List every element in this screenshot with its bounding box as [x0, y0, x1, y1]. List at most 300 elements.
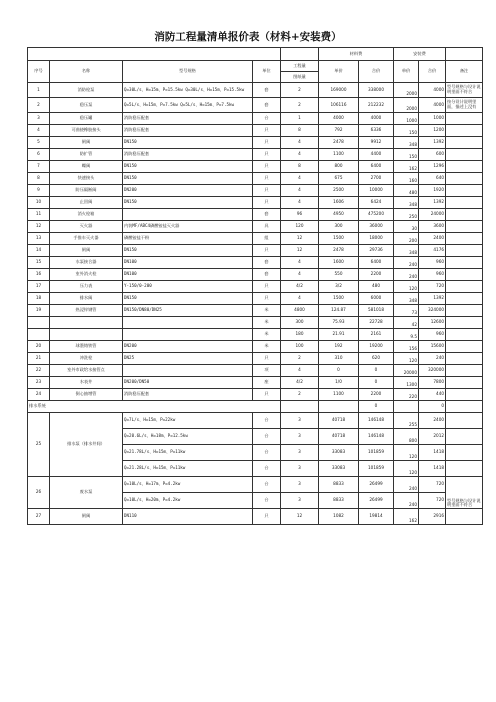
row-spec: DN150	[123, 137, 253, 149]
row-install-price: 160	[394, 173, 419, 185]
row-install-price: 120	[394, 461, 419, 477]
row-install-price: 200	[394, 233, 419, 245]
row-install-total: 720	[419, 477, 446, 493]
section-blank	[281, 401, 319, 413]
row-seq: 13	[28, 233, 50, 245]
row-unit: 台	[253, 113, 281, 125]
row-seq: 6	[28, 149, 50, 161]
row-material-total: 212232	[359, 98, 394, 113]
row-material-total: 0	[359, 377, 394, 389]
table-row	[28, 389, 483, 401]
row-spec: 消防稳压配套	[123, 389, 253, 401]
row-seq: 14	[28, 245, 50, 257]
row-material-total: 6400	[359, 161, 394, 173]
row-install-total: 12600	[419, 317, 446, 329]
row-material-price: 33083	[319, 461, 359, 477]
row-material-total: 146148	[359, 429, 394, 445]
row-unit: 只	[253, 137, 281, 149]
row-spec: 磷酸铵盐干粉	[123, 233, 253, 245]
row-material-total: 475200	[359, 209, 394, 221]
row-unit: 只	[253, 245, 281, 257]
row-unit: 台	[253, 413, 281, 429]
row-unit: 具	[253, 221, 281, 233]
row-spec: Q=7L/s、H=15m、P=22kw	[123, 413, 253, 429]
row-spec: 消防稳压配套	[123, 113, 253, 125]
section-blank	[319, 401, 359, 413]
row-remark	[446, 137, 483, 149]
row-unit: 只	[253, 149, 281, 161]
row-install-price: 348	[394, 137, 419, 149]
row-remark	[446, 233, 483, 245]
row-unit: 项	[253, 365, 281, 377]
section-total: 0	[359, 401, 394, 413]
row-install-total: 324000	[419, 305, 446, 317]
row-spec	[123, 365, 253, 377]
row-seq: 21	[28, 353, 50, 365]
row-name: 手推车灭火器	[50, 233, 123, 245]
row-install-total: 1920	[419, 185, 446, 197]
row-remark	[446, 445, 483, 461]
row-spec: DN100	[123, 257, 253, 269]
row-material-price: 2500	[319, 185, 359, 197]
row-install-price: 1000	[394, 113, 419, 125]
row-qty: 2	[281, 353, 319, 365]
row-install-price: 1300	[394, 377, 419, 389]
row-remark	[446, 341, 483, 353]
row-material-price: 40718	[319, 429, 359, 445]
row-qty: 3	[281, 413, 319, 429]
row-name: 热浸锌钢管	[50, 305, 123, 317]
header-material: 材料费	[319, 48, 394, 61]
row-material-price: 75.93	[319, 317, 359, 329]
row-install-total: 960	[419, 329, 446, 341]
row-name: 闸阀	[50, 137, 123, 149]
row-install-price: 20000	[394, 365, 419, 377]
row-material-total: 338000	[359, 83, 394, 98]
row-material-price: 21.91	[319, 329, 359, 341]
row-spec: DN100	[123, 269, 253, 281]
table-row	[28, 293, 483, 305]
row-unit: 套	[253, 209, 281, 221]
row-material-total: 4400	[359, 149, 394, 161]
row-material-price: 800	[319, 161, 359, 173]
row-install-total: 2400	[419, 413, 446, 429]
table-row	[28, 341, 483, 353]
row-install-total: 720	[419, 281, 446, 293]
row-unit: 台	[253, 461, 281, 477]
row-seq: 26	[28, 477, 50, 509]
header-install-total: 合价	[419, 61, 446, 83]
row-remark	[446, 293, 483, 305]
row-seq: 18	[28, 293, 50, 305]
row-seq: 17	[28, 281, 50, 293]
row-name: 球墨铸铁管	[50, 341, 123, 353]
row-name	[50, 329, 123, 341]
row-material-total: 2200	[359, 389, 394, 401]
row-remark	[446, 185, 483, 197]
row-qty: 4	[281, 257, 319, 269]
row-material-price: 1082	[319, 509, 359, 525]
section-row	[28, 401, 483, 413]
row-name: 废水泵	[50, 477, 123, 509]
row-material-price: 33083	[319, 445, 359, 461]
row-name: 防压隔断阀	[50, 185, 123, 197]
row-material-total: 19814	[359, 509, 394, 525]
row-seq: 15	[28, 257, 50, 269]
table-row	[28, 209, 483, 221]
row-seq: 22	[28, 365, 50, 377]
row-install-price: 120	[394, 353, 419, 365]
row-remark: 按分设计说明里面，描述上没有	[446, 98, 483, 113]
row-qty: 100	[281, 341, 319, 353]
row-install-total: 1392	[419, 197, 446, 209]
table-row	[28, 509, 483, 525]
row-name: 闸阀	[50, 245, 123, 257]
row-material-total: 620	[359, 353, 394, 365]
row-seq: 27	[28, 509, 50, 525]
row-spec: DN200	[123, 185, 253, 197]
row-seq: 25	[28, 413, 50, 477]
row-install-total: 440	[419, 389, 446, 401]
row-remark: 型号规格与设计说明里面不符合	[446, 83, 483, 98]
row-unit: 只	[253, 185, 281, 197]
row-material-total: 146148	[359, 413, 394, 429]
table-row	[28, 377, 483, 389]
row-name: 闸阀	[50, 509, 123, 525]
row-qty: 3	[281, 429, 319, 445]
row-material-price: 1100	[319, 389, 359, 401]
row-material-total: 36000	[359, 221, 394, 233]
table-row	[28, 305, 483, 317]
header-unit: 单位	[253, 61, 281, 83]
row-install-total: 1296	[419, 161, 446, 173]
row-seq: 2	[28, 98, 50, 113]
row-material-price: 1500	[319, 233, 359, 245]
row-name: 压力表	[50, 281, 123, 293]
row-install-price: 800	[394, 429, 419, 445]
row-unit: 台	[253, 429, 281, 445]
row-remark	[446, 257, 483, 269]
row-install-total: 7800	[419, 377, 446, 389]
row-material-price: 792	[319, 125, 359, 137]
header-material-total: 合价	[359, 61, 394, 83]
row-qty: 4	[281, 149, 319, 161]
row-name: 稳压泵	[50, 98, 123, 113]
row-seq: 5	[28, 137, 50, 149]
row-seq: 23	[28, 377, 50, 389]
row-material-total: 9912	[359, 137, 394, 149]
row-seq: 16	[28, 269, 50, 281]
row-qty: 4	[281, 365, 319, 377]
row-install-total: 1418	[419, 445, 446, 461]
row-qty: 4	[281, 293, 319, 305]
row-qty: 180	[281, 329, 319, 341]
row-remark	[446, 317, 483, 329]
header-remark: 备注	[446, 61, 483, 83]
row-material-price: 1500	[319, 293, 359, 305]
row-unit: 套	[253, 257, 281, 269]
row-install-price: 120	[394, 281, 419, 293]
row-unit: 米	[253, 341, 281, 353]
row-material-price: 169000	[319, 83, 359, 98]
row-material-price: 310	[319, 353, 359, 365]
row-qty: 4/2	[281, 377, 319, 389]
row-spec: DN150	[123, 293, 253, 305]
row-install-total: 1392	[419, 137, 446, 149]
row-remark	[446, 221, 483, 233]
row-material-price: 675	[319, 173, 359, 185]
row-material-price: 106116	[319, 98, 359, 113]
row-install-price: 2000	[394, 83, 419, 98]
row-material-price: 124.87	[319, 305, 359, 317]
table-row	[28, 477, 483, 493]
row-name: 排水泵（排水井间）	[50, 413, 123, 477]
row-seq: 20	[28, 341, 50, 353]
row-qty: 1	[281, 113, 319, 125]
row-install-price: 348	[394, 245, 419, 257]
row-seq: 8	[28, 173, 50, 185]
row-install-price: 240	[394, 493, 419, 509]
row-install-price: 250	[394, 209, 419, 221]
row-name: 消火栓箱	[50, 209, 123, 221]
row-remark	[446, 197, 483, 209]
row-install-price: 480	[394, 185, 419, 197]
table-row	[28, 245, 483, 257]
row-name: 排水阀	[50, 293, 123, 305]
row-material-price: 4000	[319, 113, 359, 125]
row-qty: 96	[281, 209, 319, 221]
row-name: 消防栓泵	[50, 83, 123, 98]
row-spec: DN150	[123, 173, 253, 185]
row-material-total: 22728	[359, 317, 394, 329]
row-unit: 台	[253, 477, 281, 493]
row-remark	[446, 461, 483, 477]
row-install-price: 348	[394, 197, 419, 209]
table-row	[28, 83, 483, 98]
row-qty: 4	[281, 173, 319, 185]
row-unit: 组	[253, 233, 281, 245]
row-material-price: 2478	[319, 137, 359, 149]
row-unit: 只	[253, 509, 281, 525]
table-row	[28, 257, 483, 269]
row-material-price: 1100	[319, 149, 359, 161]
row-material-price: 40718	[319, 413, 359, 429]
header-spec: 型号规格	[123, 61, 253, 83]
header-install-price: 单价	[394, 61, 419, 83]
row-qty: 3	[281, 461, 319, 477]
row-spec: DN25	[123, 353, 253, 365]
row-install-price: 150	[394, 149, 419, 161]
row-material-price: 0	[319, 365, 359, 377]
header-material-price: 单价	[319, 61, 359, 83]
row-seq	[28, 317, 50, 329]
header-blank-qty	[281, 48, 319, 61]
row-spec: 消防稳压配套	[123, 149, 253, 161]
row-install-total: 3600	[419, 221, 446, 233]
row-spec: Q=20.6L/s、H=18m、P=12.5kw	[123, 429, 253, 445]
row-unit: 只	[253, 281, 281, 293]
row-qty: 3	[281, 445, 319, 461]
row-install-total: 2400	[419, 233, 446, 245]
row-install-total: 2012	[419, 429, 446, 445]
table-row	[28, 353, 483, 365]
table-row	[28, 98, 483, 113]
row-install-price: 120	[394, 445, 419, 461]
row-install-price: 73	[394, 305, 419, 317]
row-install-total: 2916	[419, 509, 446, 525]
row-remark	[446, 429, 483, 445]
header-qty-sub: 图纸量	[281, 72, 319, 83]
row-qty: 2	[281, 98, 319, 113]
row-qty: 4/2	[281, 281, 319, 293]
table-row	[28, 413, 483, 429]
row-unit: 只	[253, 173, 281, 185]
header-install: 安装费	[394, 48, 446, 61]
row-spec: Q=10L/s、H=20m、P=4.2kw	[123, 493, 253, 509]
table-row	[28, 197, 483, 209]
row-material-total: 2700	[359, 173, 394, 185]
row-unit: 米	[253, 305, 281, 317]
row-material-total: 26499	[359, 477, 394, 493]
row-install-total: 4000	[419, 98, 446, 113]
quotation-table	[27, 47, 483, 525]
row-unit: 台	[253, 493, 281, 509]
row-install-total: 960	[419, 257, 446, 269]
header-blank	[28, 48, 281, 61]
row-install-total: 1200	[419, 125, 446, 137]
row-qty: 4800	[281, 305, 319, 317]
row-name: 灭火器	[50, 221, 123, 233]
table-row	[28, 233, 483, 245]
row-install-price: 162	[394, 161, 419, 173]
row-seq: 12	[28, 221, 50, 233]
row-spec: Q=5L/s、H=15m、P=7.5kw Q=5L/s、H=15m、P=7.5kw	[123, 98, 253, 113]
row-spec: DN150	[123, 245, 253, 257]
table-row	[28, 281, 483, 293]
row-qty: 4	[281, 137, 319, 149]
row-material-total: 26499	[359, 493, 394, 509]
table-row	[28, 221, 483, 233]
row-unit: 只	[253, 197, 281, 209]
row-unit: 只	[253, 293, 281, 305]
table-row	[28, 329, 483, 341]
row-remark	[446, 173, 483, 185]
row-material-price: 8833	[319, 493, 359, 509]
table-row	[28, 173, 483, 185]
row-material-total: 480	[359, 281, 394, 293]
row-material-price: 4950	[319, 209, 359, 221]
row-seq: 3	[28, 113, 50, 125]
row-seq: 10	[28, 197, 50, 209]
row-qty: 12	[281, 233, 319, 245]
row-remark	[446, 125, 483, 137]
row-material-total: 4000	[359, 113, 394, 125]
row-material-total: 10000	[359, 185, 394, 197]
row-spec	[123, 209, 253, 221]
row-qty: 12	[281, 509, 319, 525]
row-spec: Y-150/0-200	[123, 281, 253, 293]
row-material-price: 3/2	[319, 281, 359, 293]
row-remark	[446, 209, 483, 221]
row-remark	[446, 113, 483, 125]
row-spec: DN150	[123, 161, 253, 173]
row-remark	[446, 149, 483, 161]
row-qty: 4	[281, 197, 319, 209]
row-install-price: 156	[394, 341, 419, 353]
row-remark	[446, 269, 483, 281]
row-material-total: 19200	[359, 341, 394, 353]
row-name: 快速接头	[50, 173, 123, 185]
row-remark: 型号规格与设计说明里面不符合	[446, 477, 483, 509]
row-material-total: 6336	[359, 125, 394, 137]
row-spec: Q=21.28L/s、H=15m、P=11kw	[123, 461, 253, 477]
section-blank	[446, 401, 483, 413]
row-name: 室外消火栓	[50, 269, 123, 281]
row-material-price: 8833	[319, 477, 359, 493]
table-row	[28, 185, 483, 197]
table-row	[28, 317, 483, 329]
row-material-total: 29736	[359, 245, 394, 257]
row-install-total: 720	[419, 493, 446, 509]
row-name	[50, 317, 123, 329]
section-label: 排水系统	[28, 401, 281, 413]
row-seq: 9	[28, 185, 50, 197]
row-remark	[446, 305, 483, 317]
row-material-price: 2478	[319, 245, 359, 257]
row-spec: DN200/DN50	[123, 377, 253, 389]
row-remark	[446, 377, 483, 389]
row-install-price: 240	[394, 257, 419, 269]
section-install-total: 0	[419, 401, 446, 413]
row-spec: 消防稳压配套	[123, 125, 253, 137]
table-row	[28, 269, 483, 281]
row-qty: 300	[281, 317, 319, 329]
header-blank-remark	[446, 48, 483, 61]
row-seq	[28, 329, 50, 341]
row-material-total: 101859	[359, 445, 394, 461]
row-spec: DN150	[123, 197, 253, 209]
row-install-price: 150	[394, 125, 419, 137]
row-remark	[446, 509, 483, 525]
row-name: 倒心抽增管	[50, 389, 123, 401]
row-seq: 11	[28, 209, 50, 221]
row-install-price: 162	[394, 509, 419, 525]
row-qty: 120	[281, 221, 319, 233]
header-qty-group: 工程量	[281, 61, 319, 72]
row-spec: Q=10L/s、H=17m、P=4.2kw	[123, 477, 253, 493]
row-install-total: 320000	[419, 365, 446, 377]
row-unit: 只	[253, 353, 281, 365]
table-row	[28, 149, 483, 161]
row-install-total: 4176	[419, 245, 446, 257]
row-material-price: 1606	[319, 197, 359, 209]
row-install-total: 4000	[419, 83, 446, 98]
row-material-total: 0	[359, 365, 394, 377]
row-spec: DN200	[123, 341, 253, 353]
row-unit: 米	[253, 329, 281, 341]
row-qty: 3	[281, 493, 319, 509]
row-install-price: 220	[394, 389, 419, 401]
row-name: 稳压罐	[50, 113, 123, 125]
row-material-price: 300	[319, 221, 359, 233]
row-spec	[123, 317, 253, 329]
row-material-price: 550	[319, 269, 359, 281]
row-name: 室外市政给水接管点	[50, 365, 123, 377]
row-name: 蝶阀	[50, 161, 123, 173]
section-blank	[394, 401, 419, 413]
row-install-total: 15600	[419, 341, 446, 353]
row-material-total: 101859	[359, 461, 394, 477]
